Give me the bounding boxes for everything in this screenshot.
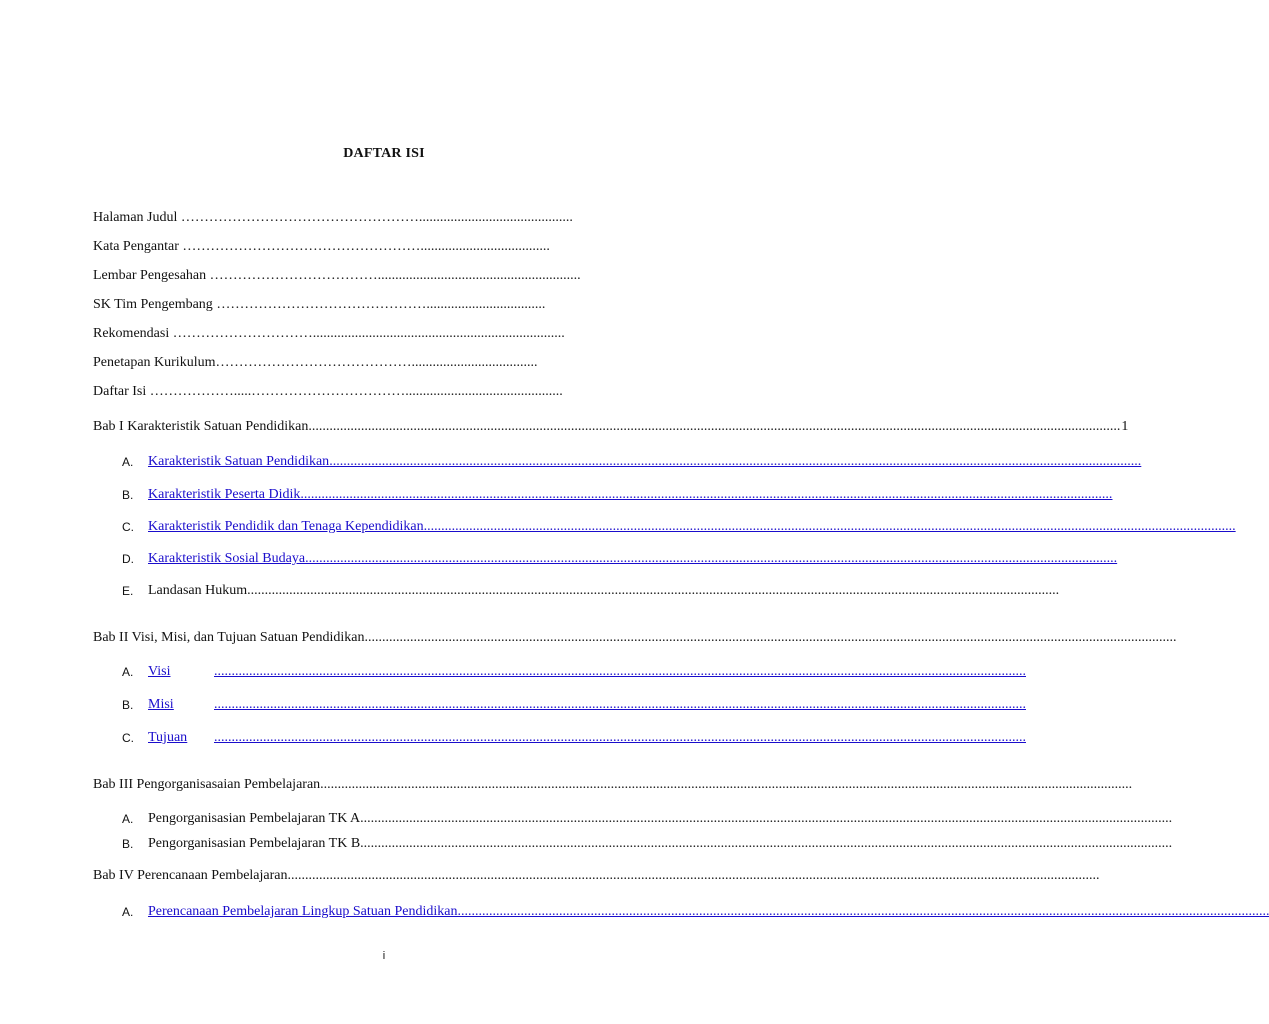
toc-link[interactable]: Tujuan bbox=[148, 730, 188, 745]
page-title: DAFTAR ISI bbox=[343, 146, 425, 161]
toc-item-bab1-c[interactable] bbox=[122, 518, 1236, 536]
toc-item-bab2-c[interactable] bbox=[122, 729, 1026, 747]
toc-label: Lembar Pengesahan bbox=[93, 268, 207, 283]
toc-label: Rekomendasi bbox=[93, 326, 170, 341]
item-marker: B. bbox=[122, 837, 134, 851]
toc-leader: ……………………………………………............................................ bbox=[177, 210, 573, 225]
toc-leader: …………………………………….................................... bbox=[215, 355, 538, 370]
toc-leader: ........................................................................................................................................................................................................................................ bbox=[214, 664, 1026, 679]
toc-front-halaman-judul bbox=[93, 209, 573, 227]
toc-item-bab3-b bbox=[122, 835, 1173, 853]
item-marker: B. bbox=[122, 488, 134, 502]
toc-label: Penetapan Kurikulum bbox=[93, 355, 216, 370]
toc-leader: ……………………………………….................................. bbox=[212, 297, 546, 312]
chapter-page-number: 1 bbox=[1121, 419, 1129, 434]
toc-leader: ……………………………….......................................................... bbox=[206, 268, 581, 283]
toc-label: Daftar Isi bbox=[93, 384, 147, 399]
toc-leader: ........................................................................................................................................................................................................................................ bbox=[308, 419, 1121, 434]
toc-link[interactable]: Karakteristik Sosial Budaya bbox=[148, 551, 306, 566]
toc-leader: …………………………........................................................................ bbox=[169, 326, 565, 341]
toc-leader: ........................................................................................................................................................................................................................................ bbox=[360, 836, 1173, 851]
toc-link[interactable]: Karakteristik Satuan Pendidikan bbox=[148, 454, 330, 469]
toc-item-bab1-e bbox=[122, 582, 1060, 600]
chapter-label: Bab II Visi, Misi, dan Tujuan Satuan Pendidikan bbox=[93, 630, 365, 645]
toc-front-rekomendasi bbox=[93, 325, 565, 343]
item-marker: C. bbox=[122, 520, 134, 534]
toc-leader: ........................................................................................................................................................................................................................................ bbox=[247, 583, 1060, 598]
toc-link[interactable]: Karakteristik Pendidik dan Tenaga Kependidikan bbox=[148, 519, 424, 534]
toc-leader: ........................................................................................................................................................................................................................................ bbox=[305, 551, 1118, 566]
chapter-label: Bab I Karakteristik Satuan Pendidikan bbox=[93, 419, 309, 434]
toc-item-label: Landasan Hukum bbox=[148, 583, 248, 598]
toc-label: Kata Pengantar bbox=[93, 239, 179, 254]
toc-leader: ........................................................................................................................................................................................................................................ bbox=[214, 697, 1026, 712]
toc-chapter-bab-2 bbox=[93, 629, 1177, 647]
toc-leader: ........................................................................................................................................................................................................................................ bbox=[329, 454, 1142, 469]
toc-link[interactable]: Visi bbox=[148, 664, 171, 679]
toc-item-bab3-a bbox=[122, 810, 1173, 828]
toc-label: SK Tim Pengembang bbox=[93, 297, 213, 312]
toc-leader: ........................................................................................................................................................................................................................................ bbox=[457, 904, 1269, 919]
item-marker: C. bbox=[122, 731, 134, 745]
toc-item-bab1-d[interactable] bbox=[122, 550, 1118, 568]
toc-front-daftar-isi bbox=[93, 383, 563, 401]
toc-item-label: Pengorganisasian Pembelajaran TK B bbox=[148, 836, 361, 851]
toc-link[interactable]: Karakteristik Peserta Didik bbox=[148, 487, 301, 502]
chapter-label: Bab III Pengorganisasaian Pembelajaran bbox=[93, 777, 321, 792]
toc-leader: ........................................................................................................................................................................................................................................ bbox=[300, 487, 1113, 502]
toc-front-kata-pengantar bbox=[93, 238, 550, 256]
toc-chapter-bab-1 bbox=[93, 418, 1129, 436]
toc-chapter-bab-4 bbox=[93, 867, 1100, 885]
item-marker: B. bbox=[122, 698, 134, 712]
toc-leader: ........................................................................................................................................................................................................................................ bbox=[287, 868, 1100, 883]
toc-item-bab1-a[interactable] bbox=[122, 453, 1142, 471]
toc-item-bab1-b[interactable] bbox=[122, 486, 1113, 504]
toc-link[interactable]: Perencanaan Pembelajaran Lingkup Satuan Pendidikan bbox=[148, 904, 458, 919]
toc-leader: ........................................................................................................................................................................................................................................ bbox=[320, 777, 1133, 792]
footer-page-number: i bbox=[382, 950, 386, 962]
toc-front-sk-tim bbox=[93, 296, 545, 314]
item-marker: D. bbox=[122, 552, 134, 566]
toc-leader: ........................................................................................................................................................................................................................................ bbox=[360, 811, 1173, 826]
toc-leader: ……………….....……………………………............................................. bbox=[146, 384, 563, 399]
toc-item-label: Pengorganisasian Pembelajaran TK A bbox=[148, 811, 361, 826]
toc-front-lembar-pengesahan bbox=[93, 267, 581, 285]
toc-leader: ........................................................................................................................................................................................................................................ bbox=[423, 519, 1236, 534]
chapter-label: Bab IV Perencanaan Pembelajaran bbox=[93, 868, 288, 883]
toc-item-bab2-a[interactable] bbox=[122, 663, 1026, 681]
item-marker: A. bbox=[122, 905, 134, 919]
item-marker: A. bbox=[122, 455, 134, 469]
toc-item-bab4-a[interactable] bbox=[122, 903, 1269, 921]
toc-leader: ........................................................................................................................................................................................................................................ bbox=[364, 630, 1177, 645]
toc-chapter-bab-3 bbox=[93, 776, 1133, 794]
item-marker: A. bbox=[122, 812, 134, 826]
toc-leader: ……………………………………………..................................... bbox=[178, 239, 550, 254]
item-marker: E. bbox=[122, 584, 134, 598]
toc-link[interactable]: Misi bbox=[148, 697, 174, 712]
toc-item-bab2-b[interactable] bbox=[122, 696, 1026, 714]
toc-label: Halaman Judul bbox=[93, 210, 178, 225]
toc-leader: ........................................................................................................................................................................................................................................ bbox=[214, 730, 1026, 745]
toc-front-penetapan bbox=[93, 354, 537, 372]
item-marker: A. bbox=[122, 665, 134, 679]
